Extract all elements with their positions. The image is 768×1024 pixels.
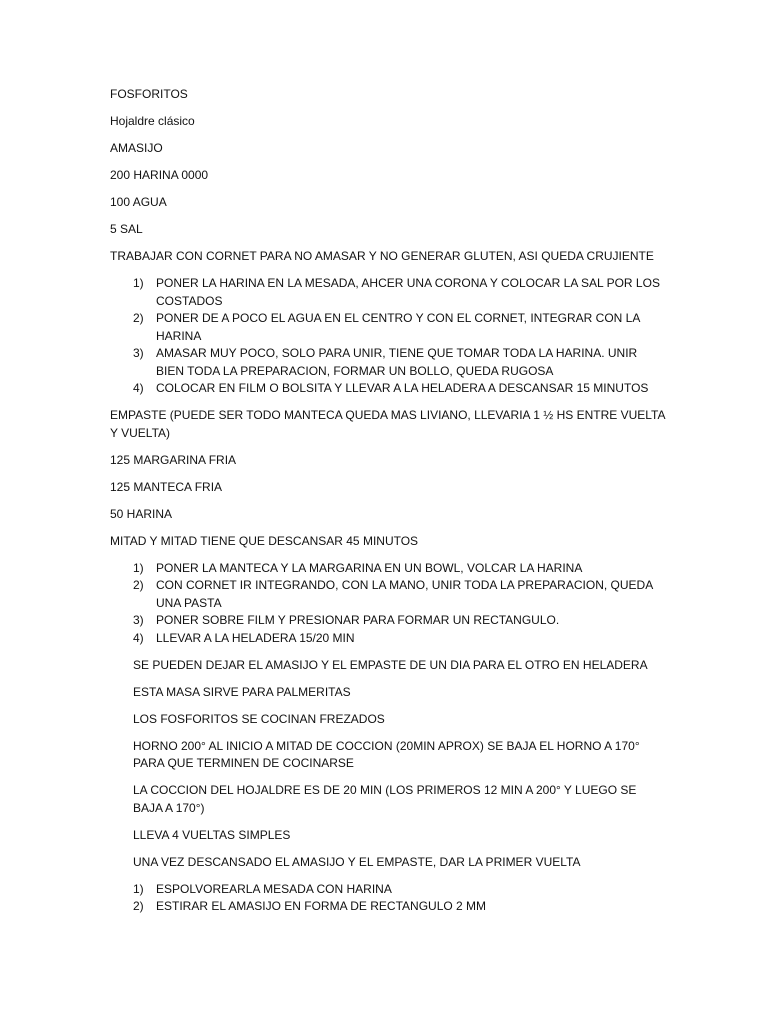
step-text: CON CORNET IR INTEGRANDO, CON LA MANO, UNIR TODA LA PREPARACION, QUEDA UNA PASTA: [156, 578, 653, 610]
step-number: 2): [133, 311, 144, 325]
amasijo-steps: [110, 275, 666, 398]
list-item: [110, 310, 666, 345]
empaste-note: MITAD Y MITAD TIENE QUE DESCANSAR 45 MINUTOS: [110, 533, 419, 548]
step-text: ESTIRAR EL AMASIJO EN FORMA DE RECTANGULO 2 MM: [156, 899, 487, 913]
step-text: PONER SOBRE FILM Y PRESIONAR PARA FORMAR UN RECTANGULO.: [156, 613, 560, 627]
list-item: [110, 560, 666, 578]
note-paragraph: SE PUEDEN DEJAR EL AMASIJO Y EL EMPASTE DE UN DIA PARA EL OTRO EN HELADERA: [133, 657, 648, 672]
empaste-steps: [110, 560, 666, 648]
step-text: LLEVAR A LA HELADERA 15/20 MIN: [156, 630, 355, 645]
note-paragraph: LA COCCION DEL HOJALDRE ES DE 20 MIN (LOS PRIMEROS 12 MIN A 200° Y LUEGO SE BAJA A 170°): [133, 783, 637, 815]
document-page: [110, 86, 666, 925]
vuelta-steps: [110, 881, 666, 916]
list-item: [110, 898, 666, 916]
empaste-ingredient: 50 HARINA: [110, 506, 173, 521]
step-number: 4): [133, 630, 144, 645]
amasijo-ingredient: 100 AGUA: [110, 195, 167, 209]
list-item: [110, 612, 666, 630]
empaste-ingredient: 125 MARGARINA FRIA: [110, 452, 237, 467]
list-item: [110, 630, 666, 648]
note-paragraph: ESTA MASA SIRVE PARA PALMERITAS: [133, 684, 351, 699]
step-number: 2): [133, 899, 144, 913]
amasijo-note: TRABAJAR CON CORNET PARA NO AMASAR Y NO GENERAR GLUTEN, ASI QUEDA CRUJIENTE: [110, 249, 654, 263]
note-paragraph: LOS FOSFORITOS SE COCINAN FREZADOS: [133, 711, 385, 726]
step-number: 1): [133, 881, 144, 896]
amasijo-heading: AMASIJO: [110, 141, 163, 155]
empaste-ingredient: 125 MANTECA FRIA: [110, 479, 223, 494]
step-text: ESPOLVOREARLA MESADA CON HARINA: [156, 881, 392, 896]
step-number: 3): [133, 613, 144, 627]
recipe-subtitle: Hojaldre clásico: [110, 114, 195, 128]
step-number: 1): [133, 560, 144, 575]
note-paragraph: UNA VEZ DESCANSADO EL AMASIJO Y EL EMPASTE, DAR LA PRIMER VUELTA: [133, 854, 581, 869]
list-item: [110, 881, 666, 899]
step-number: 2): [133, 578, 144, 592]
recipe-title: FOSFORITOS: [110, 87, 188, 101]
step-text: AMASAR MUY POCO, SOLO PARA UNIR, TIENE QUE TOMAR TODA LA HARINA. UNIR BIEN TODA LA PREPARACION, FORMAR UN BOLLO, QUEDA RUGOSA: [156, 346, 638, 378]
step-text: PONER LA MANTECA Y LA MARGARINA EN UN BOWL, VOLCAR LA HARINA: [156, 560, 583, 575]
empaste-heading: EMPASTE (PUEDE SER TODO MANTECA QUEDA MAS LIVIANO, LLEVARIA 1 ½ HS ENTRE VUELTA Y VUELTA): [110, 408, 665, 440]
list-item: [110, 577, 666, 612]
step-text: PONER DE A POCO EL AGUA EN EL CENTRO Y CON EL CORNET, INTEGRAR CON LA HARINA: [156, 311, 640, 343]
list-item: [110, 275, 666, 310]
note-paragraph: LLEVA 4 VUELTAS SIMPLES: [133, 827, 291, 842]
step-text: PONER LA HARINA EN LA MESADA, AHCER UNA CORONA Y COLOCAR LA SAL POR LOS COSTADOS: [156, 276, 660, 308]
note-paragraph: HORNO 200° AL INICIO A MITAD DE COCCION (20MIN APROX) SE BAJA EL HORNO A 170° PARA QUE TERMINEN DE COCINARSE: [133, 738, 640, 770]
step-number: 1): [133, 276, 144, 290]
list-item: [110, 380, 666, 398]
amasijo-ingredient: 5 SAL: [110, 222, 143, 236]
step-text: COLOCAR EN FILM O BOLSITA Y LLEVAR A LA HELADERA A DESCANSAR 15 MINUTOS: [156, 381, 649, 395]
step-number: 3): [133, 346, 144, 360]
amasijo-ingredient: 200 HARINA 0000: [110, 168, 209, 182]
step-number: 4): [133, 381, 144, 395]
list-item: [110, 345, 666, 380]
